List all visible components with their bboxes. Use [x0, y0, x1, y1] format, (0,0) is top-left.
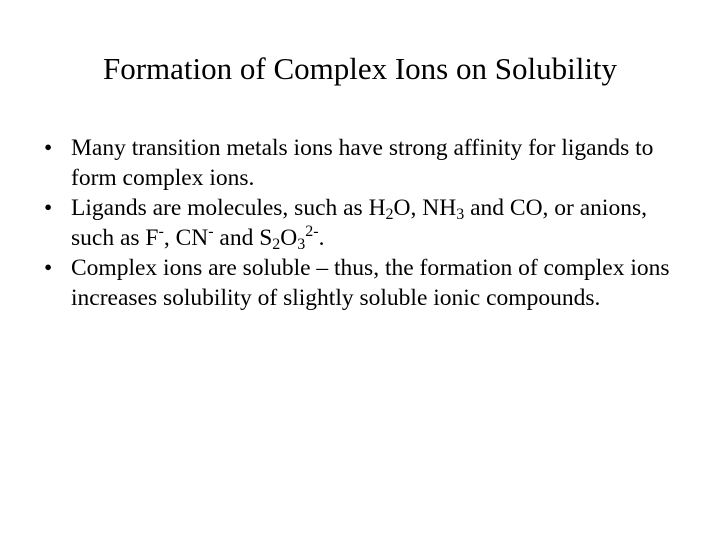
bullet-text: Many transition metals ions have strong affinity for ligands to form complex ions.: [71, 135, 654, 191]
slide-title: Formation of Complex Ions on Solubility: [102, 51, 618, 86]
superscript: -: [208, 223, 214, 240]
subscript: 2: [385, 206, 394, 223]
superscript: 2-: [305, 223, 319, 240]
bullet-item-complex-ions-soluble: [44, 253, 684, 313]
superscript: -: [158, 223, 164, 240]
subscript: 3: [297, 236, 306, 253]
bullet-text: [71, 195, 647, 251]
text-segment: O, NH: [393, 195, 457, 221]
text-segment: .: [318, 225, 325, 251]
bullet-text: Complex ions are soluble – thus, the formation of complex ions increases solubility of slightly soluble ionic compounds.: [71, 255, 670, 311]
text-segment: O: [280, 225, 298, 251]
text-segment: Ligands are molecules, such as H: [71, 195, 386, 221]
text-segment: , CN: [163, 225, 209, 251]
subscript: 3: [456, 206, 465, 223]
subscript: 2: [272, 236, 281, 253]
bullet-item-transition-metals: [44, 133, 684, 193]
text-segment: and S: [213, 225, 273, 251]
bullet-list: [44, 133, 684, 313]
bullet-dot-icon: •: [44, 135, 53, 161]
text-segment: and CO, or anions, such as F: [71, 195, 647, 251]
bullet-item-ligands: [44, 193, 684, 253]
bullet-dot-icon: •: [44, 255, 53, 281]
bullet-dot-icon: •: [44, 195, 53, 221]
